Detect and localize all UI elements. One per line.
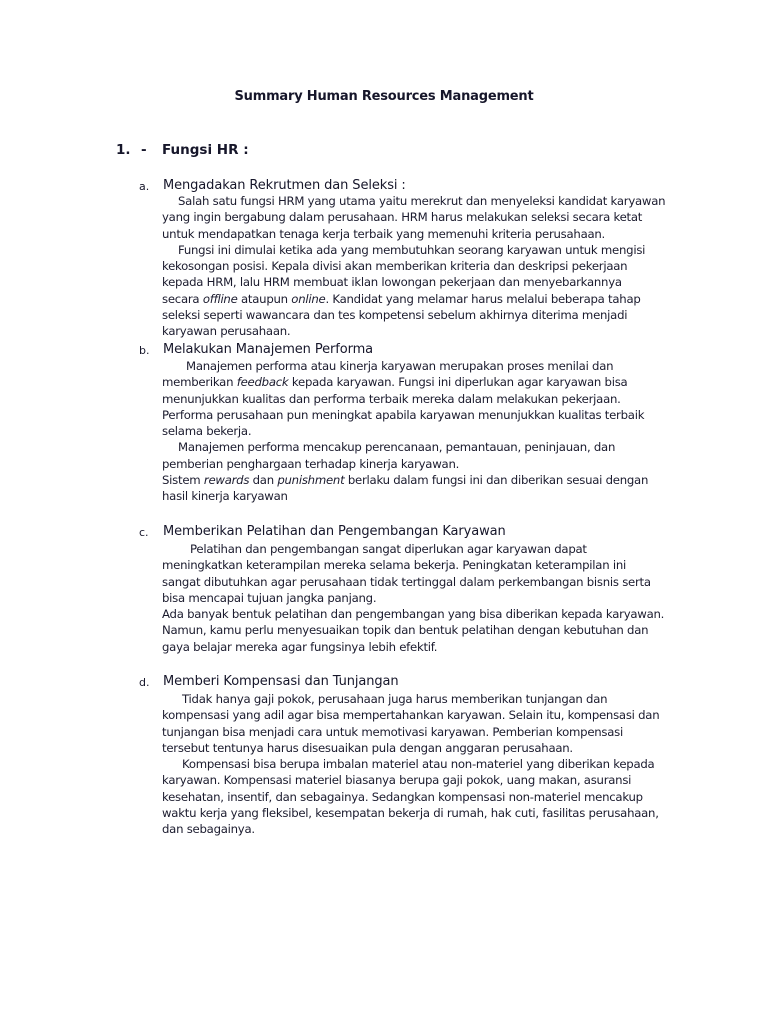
- item-b-line: Manajemen performa atau kinerja karyawan merupakan proses menilai dan: [186, 359, 614, 373]
- item-c-line: Namun, kamu perlu menyesuaikan topik dan bentuk pelatihan dengan kebutuhan dan: [162, 623, 649, 638]
- item-c-marker: c.: [139, 526, 149, 539]
- text-run: ataupun: [241, 291, 288, 306]
- item-c-line: bisa mencapai tujuan jangka panjang.: [162, 590, 377, 605]
- document-title: Summary Human Resources Management: [234, 89, 534, 104]
- item-a-marker: a.: [139, 180, 150, 193]
- item-d-paragraph: [162, 691, 682, 838]
- item-a-line: untuk mendapatkan tenaga kerja terbaik yang memenuhi kriteria perusahaan.: [162, 226, 606, 241]
- text-run: berlaku dalam fungsi ini dan diberikan sesuai dengan: [347, 473, 649, 488]
- item-b-marker: b.: [139, 344, 150, 357]
- section-dash: -: [141, 142, 147, 158]
- item-b-line: Performa perusahaan pun meningkat apabila karyawan menunjukkan kualitas terbaik: [162, 407, 645, 422]
- item-c-line: Ada banyak bentuk pelatihan dan pengembangan yang bisa diberikan kepada karyawan.: [162, 607, 665, 622]
- item-d-marker: d.: [139, 676, 150, 689]
- item-d-line: tersebut tentunya harus disesuaikan pula dengan anggaran perusahaan.: [162, 740, 573, 755]
- italic-term: offline: [202, 291, 238, 306]
- item-d-heading: Memberi Kompensasi dan Tunjangan: [163, 674, 399, 689]
- item-a-paragraph: [162, 193, 682, 340]
- item-a-line: [162, 291, 682, 307]
- section-number: 1.: [116, 142, 131, 158]
- item-d-line: karyawan. Kompensasi materiel biasanya berupa gaji pokok, uang makan, asuransi: [162, 773, 632, 788]
- item-d-line: dan sebagainya.: [162, 822, 255, 837]
- item-b-paragraph: [162, 358, 682, 505]
- item-b-line: [162, 374, 682, 390]
- text-run: memberikan: [162, 375, 234, 390]
- item-a-line: Salah satu fungsi HRM yang utama yaitu merekrut dan menyeleksi kandidat karyawan: [178, 194, 666, 208]
- item-d-line: kompensasi yang adil agar bisa mempertahankan karyawan. Selain itu, kompensasi dan: [162, 708, 660, 723]
- item-a-line: yang ingin bergabung dalam perusahaan. HRM harus melakukan seleksi secara ketat: [162, 210, 643, 225]
- item-d-line: waktu kerja yang fleksibel, kesempatan bekerja di rumah, hak cuti, fasilitas perusahaan,: [162, 806, 659, 821]
- section-label: Fungsi HR :: [162, 142, 249, 158]
- item-b-line: [162, 472, 682, 488]
- italic-term: punishment: [277, 473, 345, 488]
- italic-term: online: [291, 291, 326, 306]
- item-a-line: Fungsi ini dimulai ketika ada yang membutuhkan seorang karyawan untuk mengisi: [178, 242, 646, 257]
- item-a-heading: Mengadakan Rekrutmen dan Seleksi :: [163, 178, 406, 193]
- item-c-line: Pelatihan dan pengembangan sangat diperlukan agar karyawan dapat: [190, 542, 587, 556]
- item-b-line: pemberian penghargaan terhadap kinerja karyawan.: [162, 456, 460, 471]
- item-a-line: seleksi seperti wawancara dan tes kompetensi sebelum akhirnya diterima menjadi: [162, 308, 628, 323]
- item-d-line: Tidak hanya gaji pokok, perusahaan juga harus memberikan tunjangan dan: [182, 692, 608, 706]
- item-d-line: kesehatan, insentif, dan sebagainya. Sedangkan kompensasi non-materiel mencakup: [162, 789, 643, 804]
- text-run: secara: [162, 291, 200, 306]
- item-c-heading: Memberikan Pelatihan dan Pengembangan Karyawan: [163, 524, 506, 539]
- item-a-line: kekosongan posisi. Kepala divisi akan memberikan kriteria dan deskripsi pekerjaan: [162, 259, 628, 274]
- item-c-paragraph: [162, 541, 682, 655]
- item-d-line: tunjangan bisa menjadi cara untuk memotivasi karyawan. Pemberian kompensasi: [162, 724, 624, 739]
- text-run: . Kandidat yang melamar harus melalui beberapa tahap: [325, 291, 641, 306]
- item-b-line: hasil kinerja karyawan: [162, 489, 288, 504]
- item-c-line: meningkatkan keterampilan mereka selama bekerja. Peningkatan keterampilan ini: [162, 558, 626, 573]
- item-a-line: kepada HRM, lalu HRM membuat iklan lowongan pekerjaan dan menyebarkannya: [162, 275, 622, 290]
- item-b-line: Manajemen performa mencakup perencanaan, pemantauan, peninjauan, dan: [178, 440, 616, 455]
- item-d-line: Kompensasi bisa berupa imbalan materiel atau non-materiel yang diberikan kepada: [182, 757, 655, 772]
- item-b-line: selama bekerja.: [162, 424, 252, 439]
- text-run: Sistem: [162, 473, 201, 488]
- item-c-line: sangat dibutuhkan agar perusahaan tidak tertinggal dalam perkembangan bisnis serta: [162, 574, 651, 589]
- italic-term: feedback: [236, 375, 289, 390]
- text-run: kepada karyawan. Fungsi ini diperlukan agar karyawan bisa: [291, 375, 628, 390]
- italic-term: rewards: [203, 473, 250, 488]
- item-c-line: gaya belajar mereka agar fungsinya lebih efektif.: [162, 639, 438, 654]
- text-run: dan: [252, 473, 274, 488]
- item-b-heading: Melakukan Manajemen Performa: [163, 342, 374, 357]
- item-a-line: karyawan perusahaan.: [162, 324, 291, 339]
- item-b-line: menunjukkan kualitas dan performa terbaik mereka dalam melakukan pekerjaan.: [162, 391, 621, 406]
